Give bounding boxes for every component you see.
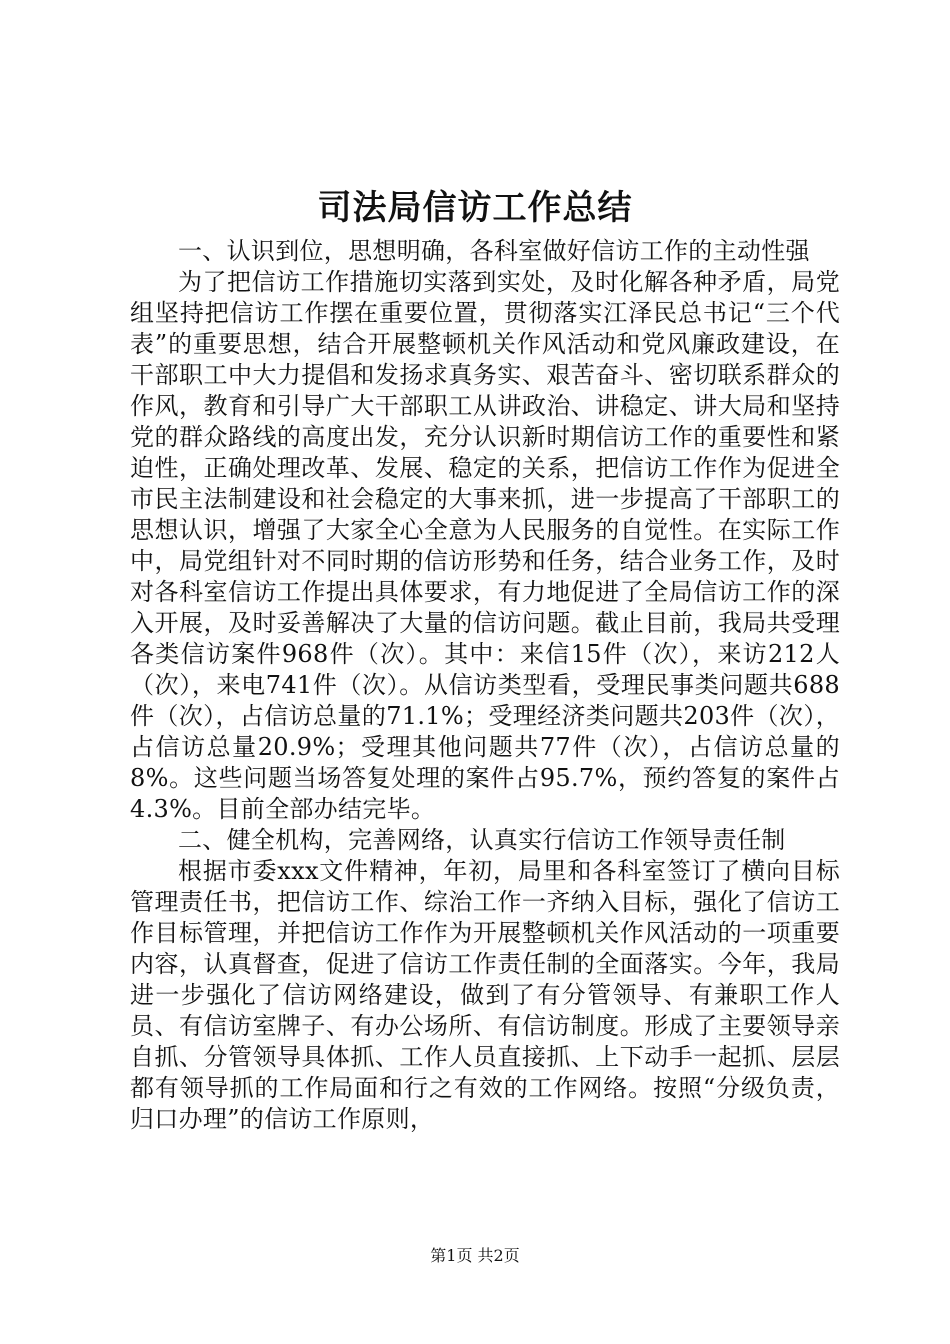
body-paragraph-1: 为了把信访工作措施切实落到实处，及时化解各种矛盾，局党组坚持把信访工作摆在重要位置，贯彻落实江泽民总书记“三个代表”的重要思想，结合开展整顿机关作风活动和党风廉政建设，在干部职工中大力提倡和发扬求真务实、艰苦奋斗、密切联系群众的作风，教育和引导广大干部职工从讲政治、讲稳定、讲大局和坚持党的群众路线的高度出发，充分认识新时期信访工作的重要性和紧迫性，正确处理改革、发展、稳定的关系，把信访工作作为促进全市民主法制建设和社会稳定的大事来抓，进一步提高了干部职工的思想认识，增强了大家全心全意为人民服务的自觉性。在实际工作中，局党组针对不同时期的信访形势和任务，结合业务工作，及时对各科室信访工作提出具体要求，有力地促进了全局信访工作的深入开展，及时妥善解决了大量的信访问题。截止目前，我局共受理各类信访案件968件（次）。其中：来信15件（次），来访212人（次），来电741件（次）。从信访类型看，受理民事类问题共688件（次），占信访总量的71.1%；受理经济类问题共203件（次），占信访总量20.9%；受理其他问题共77件（次），占信访总量的8%。这些问题当场答复处理的案件占95.7%，预约答复的案件占4.3%。目前全部办结完毕。	[130, 268, 840, 823]
body-paragraph-2: 根据市委xxx文件精神，年初，局里和各科室签订了横向目标管理责任书，把信访工作、综治工作一齐纳入目标，强化了信访工作目标管理，并把信访工作作为开展整顿机关作风活动的一项重要内容，认真督查，促进了信访工作责任制的全面落实。今年，我局进一步强化了信访网络建设，做到了有分管领导、有兼职工作人员、有信访室牌子、有办公场所、有信访制度。形成了主要领导亲自抓、分管领导具体抓、工作人员直接抓、上下动手一起抓、层层都有领导抓的工作局面和行之有效的工作网络。按照“分级负责，归口办理”的信访工作原则，	[130, 857, 840, 1133]
document-body	[130, 236, 840, 1135]
section-heading-1: 一、认识到位，思想明确，各科室做好信访工作的主动性强	[178, 237, 810, 265]
section-heading-2: 二、健全机构，完善网络，认真实行信访工作领导责任制	[178, 826, 786, 854]
document-title: 司法局信访工作总结	[317, 188, 633, 228]
page-number-footer: 第1页 共2页	[430, 1246, 520, 1265]
